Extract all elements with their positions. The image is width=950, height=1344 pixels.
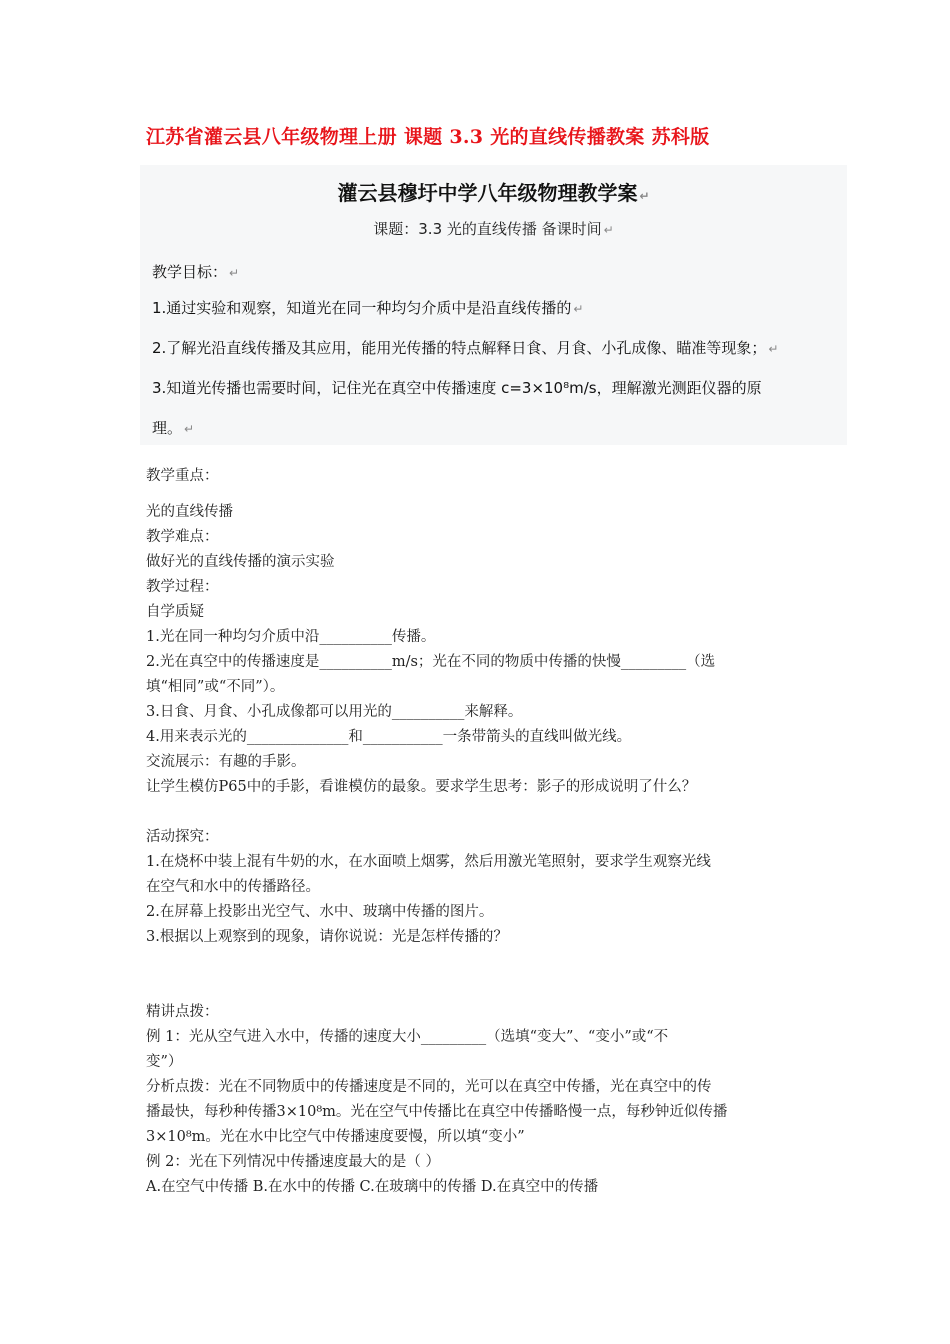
goal-3-continued: 理。 ↵ <box>152 419 195 437</box>
text-line: 例 2：光在下列情况中传播速度最大的是（ ） <box>146 1154 440 1170</box>
school-title: 灌云县穆圩中学八年级物理教学案 ↵ <box>337 181 650 205</box>
goal-1: 1.通过实验和观察，知道光在同一种均匀介质中是沿直线传播的 ↵ <box>152 299 584 317</box>
text-line: A.在空气中传播 B.在水中的传播 C.在玻璃中的传播 D.在真空中的传播 <box>146 1179 599 1195</box>
text-line: 让学生模仿P65中的手影，看谁模仿的最象。要求学生思考：影子的形成说明了什么？ <box>146 779 697 795</box>
text-line: 教学重点： <box>146 468 219 484</box>
paragraph-mark: ↵ <box>229 266 240 280</box>
text-line: 分析点拨：光在不同物质中的传播速度是不同的，光可以在真空中传播，光在真空中的传 <box>146 1079 712 1095</box>
text-line: 播最快，每秒种传播3×10⁸m。光在空气中传播比在真空中传播略慢一点，每秒钟近似传播 <box>146 1104 728 1120</box>
text-line: 教学过程： <box>146 579 219 595</box>
text-line: 做好光的直线传播的演示实验 <box>146 554 335 570</box>
text-line: 活动探究： <box>146 829 219 845</box>
paragraph-mark: ↵ <box>639 189 650 203</box>
text-line: 3.日食、月食、小孔成像都可以用光的__________来解释。 <box>146 704 523 720</box>
paragraph-mark: ↵ <box>603 223 614 237</box>
text-line: 4.用来表示光的______________和___________一条带箭头的直线叫做光线。 <box>146 729 632 745</box>
text-line: 例 1：光从空气进入水中，传播的速度大小_________（选填“变大”、“变小”或“不 <box>146 1029 669 1045</box>
text-line: 在空气和水中的传播路径。 <box>146 879 320 895</box>
text-line: 交流展示：有趣的手影。 <box>146 754 306 770</box>
text-line: 自学质疑 <box>146 604 204 620</box>
goal-3: 3.知道光传播也需要时间，记住光在真空中传播速度 c=3×10⁸m/s，理解激光测距仪器的原 <box>152 379 762 397</box>
paragraph-mark: ↵ <box>768 342 779 356</box>
lesson-plan-header-image <box>140 165 847 445</box>
goals-heading: 教学目标： ↵ <box>152 263 240 281</box>
text-line: 精讲点拨： <box>146 1004 219 1020</box>
text-line: 1.光在同一种均匀介质中沿__________传播。 <box>146 629 436 645</box>
text-line: 变”） <box>146 1054 183 1070</box>
goal-2: 2.了解光沿直线传播及其应用，能用光传播的特点解释日食、月食、小孔成像、瞄准等现象； ↵ <box>152 339 779 357</box>
text-line: 填“相同”或“不同”）。 <box>146 679 285 695</box>
text-line: 2.光在真空中的传播速度是__________m/s；光在不同的物质中传播的快慢_________（选 <box>146 654 716 670</box>
text-line: 2.在屏幕上投影出光空气、水中、玻璃中传播的图片。 <box>146 904 494 920</box>
subject-line: 课题：3.3 光的直线传播 备课时间 ↵ <box>373 220 614 238</box>
text-line: 3×10⁸m。光在水中比空气中传播速度要慢，所以填“变小” <box>146 1129 525 1145</box>
text-line: 1.在烧杯中装上混有牛奶的水，在水面喷上烟雾，然后用激光笔照射，要求学生观察光线 <box>146 854 711 870</box>
document-title: 江苏省灌云县八年级物理上册 课题 3.3 光的直线传播教案 苏科版 <box>146 126 710 148</box>
paragraph-mark: ↵ <box>184 422 195 436</box>
paragraph-mark: ↵ <box>573 302 584 316</box>
text-line: 教学难点： <box>146 529 219 545</box>
text-line: 光的直线传播 <box>146 504 233 520</box>
text-line: 3.根据以上观察到的现象，请你说说：光是怎样传播的？ <box>146 929 508 945</box>
